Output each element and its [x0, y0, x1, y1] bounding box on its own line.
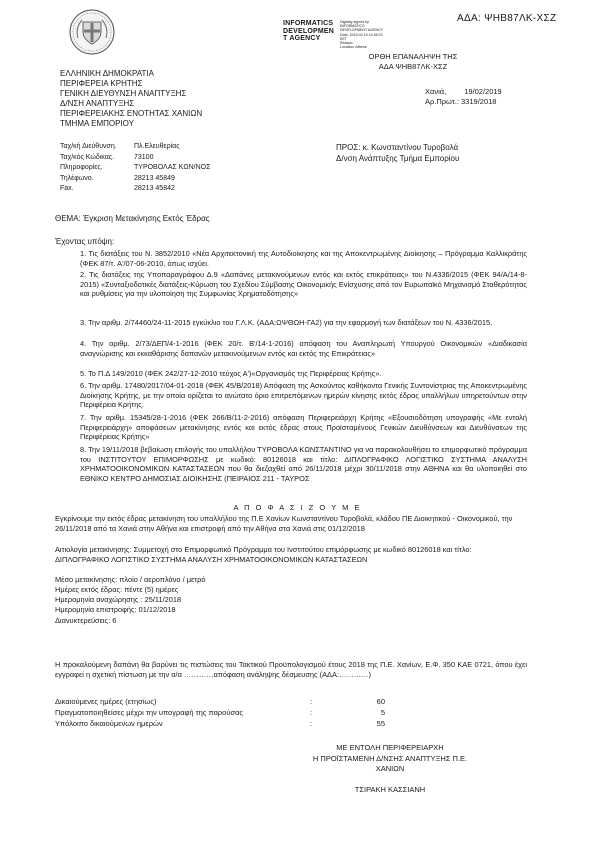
trip-detail: Διανυκτερεύσεις: 6 — [55, 616, 117, 625]
consideration-item: 6. Την αριθμ. 17480/2017/04-01-2018 (ΦΕΚ 45/Β/2018) Απόφαση της Ασκούντος καθήκοντα Γενικής Συντονίστριας της Αποκεντρωμένης Διοίκησης Κρήτης, με την οποία ορίζεται το ανώτατο όριο επιτρεπόμενων ημερών κίνησης εκτός έδρας υπαλλήλων υπηρετούντων στην Περιφέρεια Κρήτης. — [80, 381, 527, 410]
days-row: Υπόλοιπο δικαιούμενων ημερών : 55 — [55, 719, 385, 728]
signature-agency-name: INFORMATICS DEVELOPMEN T AGENCY — [283, 20, 335, 42]
trip-detail: Ημερομηνία αναχώρησης : 25/11/2018 — [55, 595, 182, 604]
consideration-item: 3. Την αριθμ. 2/74460/24-11-2015 εγκύκλιο του Γ.Λ.Κ. (ΑΔΑ:ΩΨΘΩΗ-ΓΑ2) για την εφαρμογή των διατάξεων του Ν. 4336/2015. — [80, 318, 493, 327]
days-row: Δικαιούμενες ημέρες (ετησίως) : 60 — [55, 697, 385, 706]
ada-code-top: ΑΔΑ: ΨΗΒ87ΛΚ-ΧΣΖ — [457, 13, 557, 24]
subject-line: ΘΕΜΑ: Έγκριση Μετακίνησης Εκτός Έδρας — [55, 214, 210, 223]
consideration-item: 7. Την αριθμ. 15345/28-1-2016 (ΦΕΚ 266/Β/11-2-2016) απόφαση Περιφερειάρχη Κρήτης «Εξουσιοδότηση υπογραφής «Με εντολή Περιφερειάρχη» αποφάσεων μετακίνησης εντός και εκτός έδρας στους Προϊσταμένους Γενικών Διευθύνσεων και Διευθύνσεων της Περιφέρειας Κρήτης» — [80, 413, 527, 442]
trip-detail: Ημέρες εκτός έδρας: πέντε (5) ημέρες — [55, 585, 179, 594]
trip-detail: Μέσο μετακίνησης: πλοίο / αεροπλάνο / μετρό — [55, 575, 206, 584]
consideration-item: 8. Την 19/11/2018 βεβαίωση επιλογής του υπαλλήλου ΤΥΡΟΒΟΛΑ ΚΩΝΣΤΑΝΤΙΝΟ για να παρακολουθήσει το επιμορφωτικό πρόγραμμα του ΙΝΣΤΙΤΟΥΤΟΥ ΕΠΙΜΟΡΦΩΣΗΣ με κωδικό: 80126018 και τίτλο: ΔΙΠΛΟΓΡΑΦΙΚΟ ΛΟΓΙΣΤΙΚΟ ΣΥΣΤΗΜΑ ΑΝΑΛΥΣΗ ΧΡΗΜΑΤΟΟΙΚΟΝΟΜΙΚΩΝ ΚΑΤΑΣΤΑΣΕΩΝ που θα διεξαχθεί από 26/11/2018 μέχρι 30/11/2018 στην ΑΘΗΝΑ και θα υλοποιηθεί στο ΕΘΝΙΚΟ ΚΕΝΤΡΟ ΔΗΜΟΣΙΑΣ ΔΙΟΙΚΗΣΗΣ (ΠΕΙΡΑΙΟΣ 211 - ΤΑΥΡΟΣ — [80, 445, 527, 484]
decision-paragraph: Εγκρίνουμε την εκτός έδρας μετακίνηση του υπαλλήλου της Π.Ε Χανίων Κωνσταντίνου Τυροβολά, κλάδου ΠΕ Διοικητικού - Οικονομικού, την 26/11/2018 από τα Χανιά στην Αθήνα και επιστροφή από την Αθήνα στα Χανιά στις 01/12/2018 — [55, 514, 513, 533]
issuing-authority: ΕΛΛΗΝΙΚΗ ΔΗΜΟΚΡΑΤΙΑ ΠΕΡΙΦΕΡΕΙΑ ΚΡΗΤΗΣ ΓΕΝΙΚΗ ΔΙΕΥΘΥΝΣΗ ΑΝΑΠΤΥΞΗΣ Δ/ΝΣΗ ΑΝΑΠΤΥΞΗΣ ΠΕΡΙΦΕΡΕΙΑΚΗΣ ΕΝΟΤΗΤΑΣ ΧΑΝΙΩΝ ΤΜΗΜΑ ΕΜΠΟΡΙΟΥ — [60, 69, 203, 128]
recipient-block: ΠΡΟΣ: κ. Κωνσταντίνου Τυροβολά Δ/νση Ανάπτυξης Τμήμα Εμπορίου — [336, 143, 460, 163]
contact-row: Fax. 28213 45842 — [60, 185, 175, 192]
contact-row: Πληροφορίες. ΤΥΡΟΒΟΛΑΣ ΚΩΝ/ΝΟΣ — [60, 164, 211, 171]
signature-block: ΜΕ ΕΝΤΟΛΗ ΠΕΡΙΦΕΡΕΙΑΡΧΗ Η ΠΡΟΪΣΤΑΜΕΝΗ Δ/ΝΣΗΣ ΑΝΑΠΤΥΞΗΣ Π.Ε. ΧΑΝΙΩΝ — [312, 743, 468, 773]
contact-row: Τηλέφωνο. 28213 45849 — [60, 174, 175, 182]
decision-heading: Α Π Ο Φ Α Σ Ι Ζ Ο Υ Μ Ε — [233, 503, 362, 512]
protocol-number: 3319/2018 — [461, 97, 497, 106]
date-place: Χανιά, — [425, 87, 447, 96]
trip-detail: Ημερομηνία επιστροφής: 01/12/2018 — [55, 605, 176, 614]
decision-paragraph: Αιτιολογία μετακίνησης: Συμμετοχή στο Επιμορφωτικό Πρόγραμμα του Ινστιτούτου επιμόρφωσης με κωδικό 80126018 και τίτλο: ΔΙΠΛΟΓΡΑΦΙΚΟ ΛΟΓΙΣΤΙΚΟ ΣΥΣΤΗΜΑ ΑΝΑΛΥΣΗ ΧΡΗΜΑΤΟΟΙΚΟΝΟΜΙΚΩΝ ΚΑΤΑΣΤΑΣΕΩΝ — [55, 545, 472, 564]
reissue-note: ΟΡΘΗ ΕΠΑΝΑΛΗΨΗ ΤΗΣ ΑΔΑ ΨΗΒ87ΛΚ-ΧΣΖ — [368, 52, 458, 71]
protocol-label: Αρ.Πρωτ.: — [425, 97, 459, 106]
date-protocol-block — [425, 87, 502, 107]
consideration-item: 1. Τις διατάξεις του Ν. 3852/2010 «Νέα Αρχιτεκτονική της Αυτοδιοίκησης και της Αποκεντρωμένης Διοίκησης – Πρόγραμμα Καλλικράτης (ΦΕΚ 87/τ. Α'/07-06-2010, όπως ισχύει. — [80, 249, 527, 268]
signer-name: ΤΣΙΡΑΚΗ ΚΑΣΣΙΑΝΗ — [354, 785, 426, 794]
digital-signature-stamp — [283, 20, 384, 50]
signature-details: Digitally signed by INFORMATICS DEVELOPMENT AGENCY Date: 2019.02.19 14:45:23 EET Reason: Location: Athens — [340, 20, 384, 50]
greek-emblem-icon — [68, 8, 116, 56]
consideration-item: 5. Το Π.Δ 149/2010 (ΦΕΚ 242/27-12-2010 τεύχος Α')«Οργανισμός της Περιφέρειας Κρήτης». — [80, 369, 382, 378]
contact-row: Ταχ/κή Διεύθυνση. Πλ.Ελευθερίας — [60, 143, 180, 150]
expense-paragraph: Η προκαλούμενη δαπάνη θα βαρύνει τις πιστώσεις του Τακτικού Προϋπολογισμού έτους 2018 της Π.Ε. Χανίων, Ε.Φ. 350 ΚΑΕ 0721, όπου έχει εγγραφεί η σχετική πίστωση με την α/α …………απόφαση ανάληψης δέσμευσης (ΑΔΑ:…………) — [55, 660, 527, 679]
days-row: Πραγματοποιηθείσες μέχρι την υπογραφή της παρούσας : 5 — [55, 708, 385, 717]
considering-heading: Έχοντας υπόψη: — [55, 237, 115, 246]
consideration-item: 2. Τις διατάξεις της Υποπαραγράφου Δ.9 «Δαπάνες μετακινούμενων εντός και εκτός επικράτειας» του Ν.4336/2015 (ΦΕΚ 94/Α/14-8-2015) «Συνταξιοδοτικές διατάξεις-Κύρωση του Σχεδίου Σύμβασης Οικονομικής Ενίσχυσης από τον Ευρωπαϊκό Μηχανισμό Σταθερότητας και ρυθμίσεις για την υλοποίηση της Συμφωνίας Χρηματοδότησης» — [80, 270, 527, 299]
document-date: 19/02/2019 — [464, 87, 502, 96]
contact-row: Ταχ/κός Κώδικας. 73100 — [60, 153, 154, 161]
contact-details — [60, 142, 210, 195]
consideration-item: 4. Την αριθμ. 2/73/ΔΕΠ/4-1-2016 (ΦΕΚ 20/τ. Β'/14-1-2016) απόφαση του Αναπληρωτή Υπουργού Οικονομικών «Διαδικασία αναγνώρισης και εκκαθάρισης δαπανών μετακινούμενων εντός και εκτός της Επικράτειας» — [80, 339, 527, 358]
